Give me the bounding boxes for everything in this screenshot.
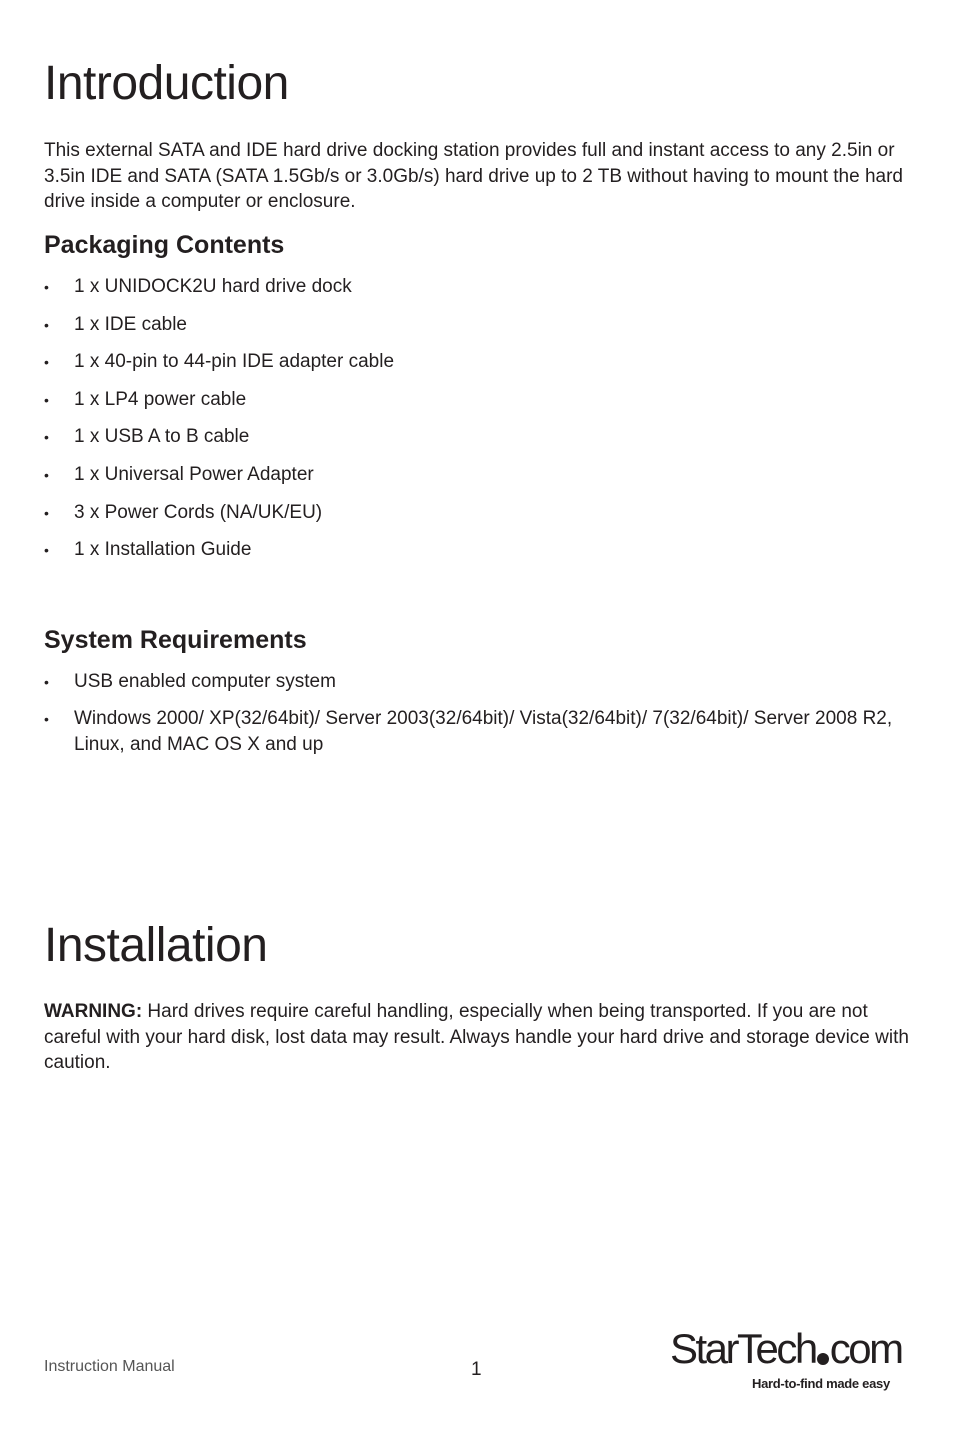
list-item [44,706,914,758]
system-requirements-list [44,669,914,769]
list-item [44,462,914,488]
logo-tagline: Hard-to-find made easy [752,1376,890,1391]
list-item [44,312,914,338]
bullet-icon: • [44,354,49,371]
list-item-text: 1 x IDE cable [74,313,187,335]
list-item [44,274,914,300]
list-item-text: 1 x USB A to B cable [74,426,250,448]
bullet-icon: • [44,316,49,333]
footer-document-title: Instruction Manual [44,1358,175,1375]
list-item-text: 1 x Installation Guide [74,539,252,561]
bullet-icon: • [44,504,49,521]
introduction-paragraph: This external SATA and IDE hard drive docking station provides full and instant access to any 2.5in or 3.5in IDE and SATA (SATA 1.5Gb/s or 3.0Gb/s) hard drive up to 2 TB without having to mount the hard drive inside a computer or enclosure. [44,140,903,212]
list-item [44,669,914,695]
warning-paragraph [44,999,914,1076]
bullet-icon: • [44,391,49,408]
list-item [44,349,914,375]
logo-dot-icon [817,1353,829,1365]
introduction-heading: Introduction [44,57,289,110]
list-item-text: 3 x Power Cords (NA/UK/EU) [74,501,323,523]
list-item-text: 1 x Universal Power Adapter [74,463,314,485]
warning-body: Hard drives require careful handling, especially when being transported. If you are not careful with your hard disk, lost data may result. Always handle your hard drive and storage device with caution. [44,1001,909,1073]
logo-wordmark [670,1325,902,1372]
list-item [44,387,914,413]
system-requirements-heading: System Requirements [44,626,307,654]
warning-label: WARNING: [44,1001,143,1022]
page-number: 1 [471,1359,482,1380]
list-item [44,500,914,526]
list-item [44,537,914,563]
logo-text-end: com [829,1325,902,1372]
bullet-icon: • [44,542,49,559]
packaging-contents-list [44,274,914,575]
list-item-text: 1 x UNIDOCK2U hard drive dock [74,276,352,297]
bullet-icon: • [44,429,49,446]
packaging-contents-heading: Packaging Contents [44,231,285,259]
bullet-icon: • [44,466,49,483]
installation-heading: Installation [44,919,268,972]
list-item [44,424,914,450]
list-item-text: Windows 2000/ XP(32/64bit)/ Server 2003(32/64bit)/ Vista(32/64bit)/ 7(32/64bit)/ Server 2008 R2, Linux, and MAC OS X and up [74,708,893,755]
bullet-icon: • [44,279,49,295]
logo-text-start: StarTech [670,1325,816,1372]
bullet-icon: • [44,674,49,690]
list-item-text: USB enabled computer system [74,671,336,692]
list-item-text: 1 x LP4 power cable [74,388,247,410]
list-item-text: 1 x 40-pin to 44-pin IDE adapter cable [74,351,395,373]
startech-logo [670,1325,920,1398]
bullet-icon: • [44,711,49,727]
